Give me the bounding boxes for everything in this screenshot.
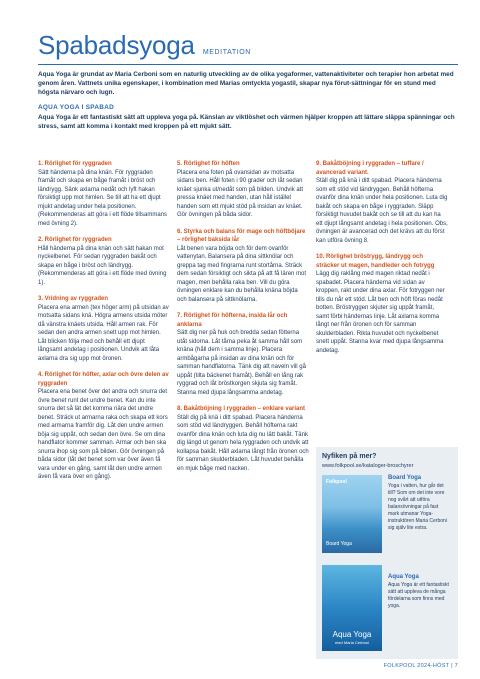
exercise-item [38, 295, 170, 363]
exercise-title: 9. Bakåtböjning i ryggraden – tuffare / avancerad variant. [316, 161, 424, 176]
brochure-link[interactable]: www.folkpool.se/kataloger-broschyrer [322, 463, 414, 469]
exercise-title: 2. Rörlighet för ryggraden [38, 237, 112, 243]
exercise-item [316, 253, 448, 355]
exercise-item [177, 160, 309, 220]
exercise-title: 3. Vridning av ryggraden [38, 296, 109, 302]
exercise-text: Ställ dig på knä i ditt spabad. Placera händerna som ett stöd vid ländryggen. Behåll höfterna ovanför dina knän under hela positionen. Luta dig bakåt och skapa en båge i ryggraden. Släpp försiktigt huvudet bakåt och se till att du kan ha ett djupt långsamt andetag i hela positionen. Obs, övningen är avancerad och det krävs att du först kan utföra övning 8. [316, 178, 448, 244]
more-info-box [316, 447, 458, 659]
intro-paragraph: Aqua Yoga är grundat av Maria Cerboni som en naturlig utveckling av de olika yogaformer, vattenaktiviteter och terapier hon arbetat med genom åren. Vattnets unika egenskaper, i kombination med Marias omtyckta yogastil, skapar nya förut-sättningar för en stund med högsta närvaro och lugn. [38, 71, 454, 96]
folkpool-logo: Folkpool [326, 479, 347, 485]
exercise-item [177, 405, 309, 473]
aqua-yoga-catalog-cover[interactable] [322, 565, 382, 651]
section-heading: AQUA YOGA I SPABAD [38, 104, 115, 111]
exercise-text: Håll händerna på dina knän och sätt hakan mot nyckelbenet. För sedan ryggraden bakåt och skapa en båge i bröst och ländrygg. (Rekommenderas att göra i ett flöde med övning 1). [38, 245, 167, 286]
cover-subtitle: med Maria Cerboni [334, 640, 369, 645]
exercise-column-1 [38, 160, 170, 490]
exercise-item [38, 236, 170, 287]
section-paragraph: Aqua Yoga är ett fantastiskt sätt att uppleva yoga på. Känslan av viktlöshet och värmen hjälper kroppen att lättare släppa spänningar och stress, samt att komma i kontakt med kroppen på ett mjukt sätt. [38, 114, 455, 130]
page-footer: FOLKPOOL 2024-HÖST | 7 [383, 663, 458, 669]
exercise-text: Placera ena armen (tex höger arm) på utsidan av motsatta sidans knä. Högra armens utsida möter då vänstra knäets utsida. Håll armen rak. För sedan den andra armen snett upp mot himlen. Låt blicken följa med och behåll ett djupt långsamt andetag i positionen. Undvik att låta axlarna dra sig upp mot öronen. [38, 304, 169, 362]
board-yoga-description [388, 475, 450, 532]
catalog-text: Aqua Yoga är ett fantastiskt sätt att uppleva de många fördelarna som finns med yoga. [388, 582, 449, 609]
catalog-title: Aqua Yoga [388, 574, 419, 580]
cover-title: Aqua Yoga [332, 630, 372, 639]
exercise-text: Placera ena foten på ovansidan av motsatta sidans ben. Håll foten i 90 grader och låt sedan knäet sjunka ut/nedåt som på bilden. Undvik att pressa knäet med handen, utan håll istället handen som ett mjukt stöd på insidan av knäet. Gör övningen på båda sidor. [177, 169, 304, 218]
exercise-title: 4. Rörlighet för höfter, axlar och övre delen av ryggraden [38, 372, 169, 387]
exercise-item [177, 312, 309, 397]
section-label: MEDITATION [202, 49, 251, 56]
exercise-text: Sätt dig ner på huk och bredda sedan fötterna utåt sidorna. Låt tårna peka åt samma håll som knäna (håll dem i samma linje). Placera armbågarna på insidan av dina knän och för samman handflatorna. Tänk dig att naveln vill gå uppåt (tilta bäckenet framåt). Behåll en lång rak ryggrad och låt bröstkorgen skjuta sig framåt. Stanna med djupa långsamma andetag. [177, 330, 306, 396]
exercise-column-3 [316, 160, 448, 363]
exercise-text: Placera ena benet över det andra och snurra det övre benet runt det undre benet. Kan du inte snurra det så lät det komma nära det undre benet. Sträck ut armarna raka och skapa ett kors med armarna framför dig. Låt den undre armen böja sig uppåt, och sedan den övre. Se om dina handflator kommer samman. Armar och ben ska snurra ihop sig som på bilden. Gör övningen på båda sidor (låt det benet som var över även få vara under en gång, samt låt den undre armen även få vara över en gång). [38, 389, 168, 480]
exercise-title: 7. Rörlighet för höfterna, insida lår och anklarna [177, 313, 288, 328]
exercise-title: 1. Rörlighet för ryggraden [38, 161, 112, 167]
exercise-item [38, 371, 170, 482]
header-rule [38, 64, 458, 65]
exercise-column-2 [177, 160, 309, 481]
board-yoga-catalog-cover[interactable] [322, 475, 382, 553]
exercise-text: Låt benen vara böjda och för dem ovanför vattenytan. Balansera på dina sittknölar och greppa tag med fingrarna runt stortårna. Sträck dem sedan försiktigt och sikta på att få lären mot magen, men behålla raka ben. Vill du göra övningen enklare kan du behålla knäna böjda och balansera på sittknölarna. [177, 245, 307, 303]
exercise-item [316, 160, 448, 245]
aqua-yoga-description [388, 574, 450, 610]
exercise-title: 6. Styrka och balans för mage och höftböjare – rörlighet baksida lår [177, 228, 306, 243]
exercise-text: Lägg dig raklång med magen riktad nedåt i spabadet. Placera händerna vid sidan av kroppen, rakt under dina axlar. För fotryggen ner tills du når ett stöd. Låt ben och höft föras nedåt botten. Bröstryggen skjuter sig uppåt framåt, samt förbi händernas linje. Låt axlarna komma långt ner från öronen och för samman skulderbladen. Rikta huvudet och nyckelbenet snett uppåt. Stanna kvar med djupa långsamma andetag. [316, 271, 445, 354]
cover-label: Board Yoga [326, 541, 352, 547]
catalog-text: Yoga i vatten, hur går det till? Som om det inte vore nog svårt att utföra balansövningar på fast mark utmanar Yoga-instruktören Maria Cerboni sig själv lite extra. [388, 483, 447, 531]
exercise-text: Sätt händerna på dina knän. För ryggraden framåt och skapa en båge framåt i bröst och ländrygg. Sänk axlarna nedåt och lyft hakan försiktigt upp mot himlen. Se till att ha ett djupt mjukt andetag under hela positionen. (Rekommenderas att göra i ett flöde tillsammans med övning 2). [38, 169, 168, 227]
exercise-title: 10. Rörlighet bröstrygg, ländrygg och sträcker ut magen, handleder och fotrygg [316, 254, 435, 269]
page-title: Spabadsyoga [38, 30, 195, 60]
exercise-title: 5. Rörlighet för höften [177, 161, 240, 167]
catalog-title: Board Yoga [388, 475, 422, 481]
page-header [38, 30, 458, 65]
exercise-item [38, 160, 170, 228]
exercise-text: Ställ dig på knä i ditt spabad. Placera händerna som stöd vid ländryggen. Behåll höfterna rakt ovanför dina knän och luta dig nu lätt bakåt. Tänk dig längd ut genom hela ryggraden och undvik att kollapsa bakåt. Håll axlarna långt från öronen och för samman skulderbladen. Låt huvudet behålla en mjuk båge med nacken. [177, 414, 309, 472]
exercise-title: 8. Bakåtböjning i ryggraden – enklare variant [177, 406, 306, 412]
more-heading: Nyfiken på mer? [322, 453, 377, 460]
exercise-item [177, 228, 309, 305]
